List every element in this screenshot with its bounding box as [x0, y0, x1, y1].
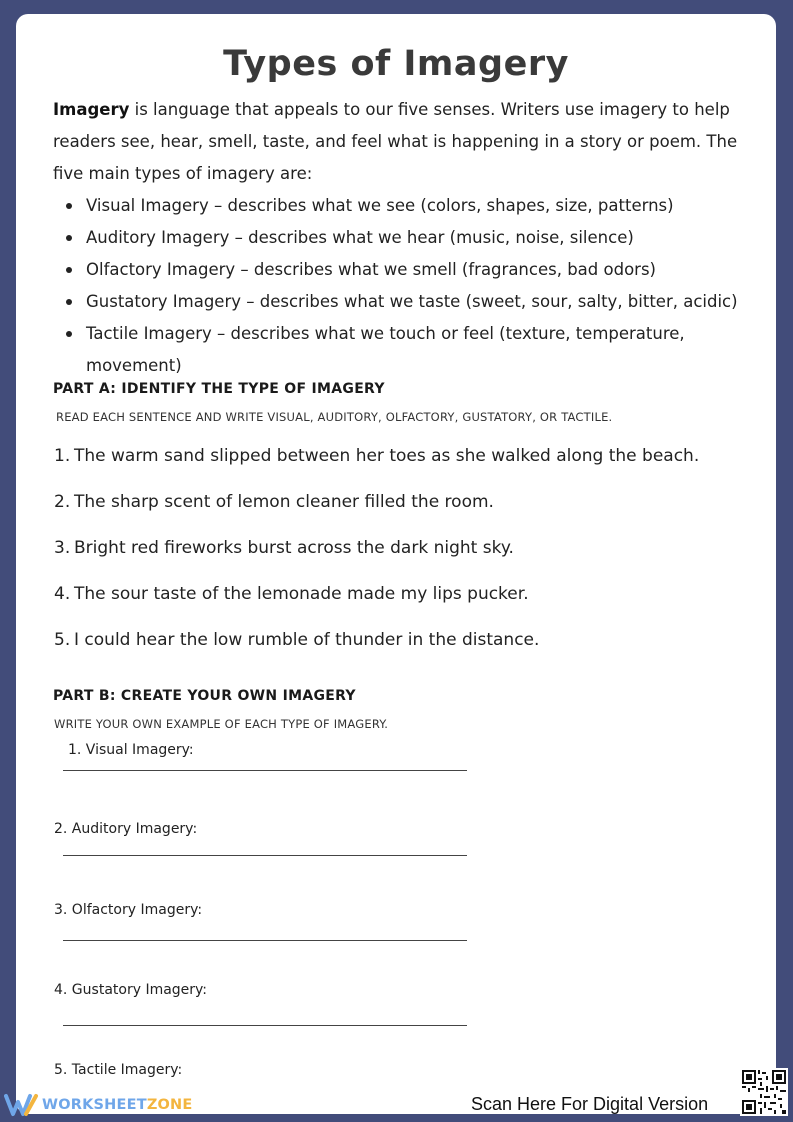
question-number: 4.	[54, 584, 71, 604]
question-1	[54, 446, 699, 466]
part-b-heading: PART B: CREATE YOUR OWN IMAGERY	[53, 688, 356, 704]
scan-here-text: Scan Here For Digital Version	[471, 1094, 709, 1114]
part-a-instructions: READ EACH SENTENCE AND WRITE VISUAL, AUDITORY, OLFACTORY, GUSTATORY, OR TACTILE.	[56, 410, 613, 424]
intro-paragraph	[53, 94, 753, 190]
part-a-heading: PART A: IDENTIFY THE TYPE OF IMAGERY	[53, 381, 385, 397]
logo-word-worksheet: WORKSHEET	[42, 1097, 147, 1113]
page-title: Types of Imagery	[223, 44, 569, 84]
question-number: 2.	[54, 492, 71, 512]
imagery-type-list	[66, 190, 746, 382]
bullet-icon	[66, 299, 72, 305]
question-number: 1.	[54, 446, 71, 466]
list-item	[66, 286, 746, 318]
prompt-gustatory: 4. Gustatory Imagery:	[54, 982, 208, 998]
answer-line-visual[interactable]	[63, 770, 467, 771]
bullet-icon	[66, 203, 72, 209]
question-number: 3.	[54, 538, 71, 558]
worksheet-page	[16, 14, 776, 1114]
logo-icon	[4, 1092, 40, 1118]
answer-line-olfactory[interactable]	[63, 940, 467, 941]
bullet-icon	[66, 235, 72, 241]
bullet-icon	[66, 267, 72, 273]
question-text: I could hear the low rumble of thunder in the distance.	[74, 630, 540, 650]
list-item	[66, 318, 746, 382]
list-item-text: Gustatory Imagery – describes what we taste (sweet, sour, salty, bitter, acidic)	[86, 292, 738, 311]
logo-text	[42, 1097, 193, 1113]
list-item	[66, 222, 746, 254]
qr-code-icon[interactable]	[740, 1068, 788, 1116]
intro-bold-term: Imagery	[53, 100, 130, 119]
answer-line-auditory[interactable]	[63, 855, 467, 856]
qr-code-graphic	[740, 1068, 788, 1116]
question-text: Bright red fireworks burst across the dark night sky.	[74, 538, 514, 558]
prompt-tactile: 5. Tactile Imagery:	[54, 1062, 183, 1078]
list-item	[66, 190, 746, 222]
question-5	[54, 630, 539, 650]
question-text: The warm sand slipped between her toes as she walked along the beach.	[74, 446, 700, 466]
worksheet-zone-logo[interactable]	[4, 1090, 193, 1120]
bullet-icon	[66, 331, 72, 337]
question-text: The sharp scent of lemon cleaner filled the room.	[74, 492, 494, 512]
prompt-visual: 1. Visual Imagery:	[68, 742, 194, 758]
list-item-text: Auditory Imagery – describes what we hear (music, noise, silence)	[86, 228, 634, 247]
prompt-auditory: 2. Auditory Imagery:	[54, 821, 198, 837]
question-text: The sour taste of the lemonade made my lips pucker.	[74, 584, 529, 604]
answer-line-gustatory[interactable]	[63, 1025, 467, 1026]
prompt-olfactory: 3. Olfactory Imagery:	[54, 902, 203, 918]
list-item-text: Olfactory Imagery – describes what we smell (fragrances, bad odors)	[86, 260, 656, 279]
logo-word-zone: ZONE	[146, 1097, 193, 1113]
intro-text: is language that appeals to our five senses. Writers use imagery to help readers see, hear, smell, taste, and feel what is happening in a story or poem. The five main types of imagery are:	[53, 100, 738, 183]
question-4	[54, 584, 529, 604]
question-number: 5.	[54, 630, 71, 650]
question-3	[54, 538, 514, 558]
question-2	[54, 492, 494, 512]
list-item-text: Tactile Imagery – describes what we touch or feel (texture, temperature, movement)	[86, 324, 685, 375]
part-b-instructions: WRITE YOUR OWN EXAMPLE OF EACH TYPE OF IMAGERY.	[54, 717, 389, 731]
list-item	[66, 254, 746, 286]
list-item-text: Visual Imagery – describes what we see (colors, shapes, size, patterns)	[86, 196, 674, 215]
